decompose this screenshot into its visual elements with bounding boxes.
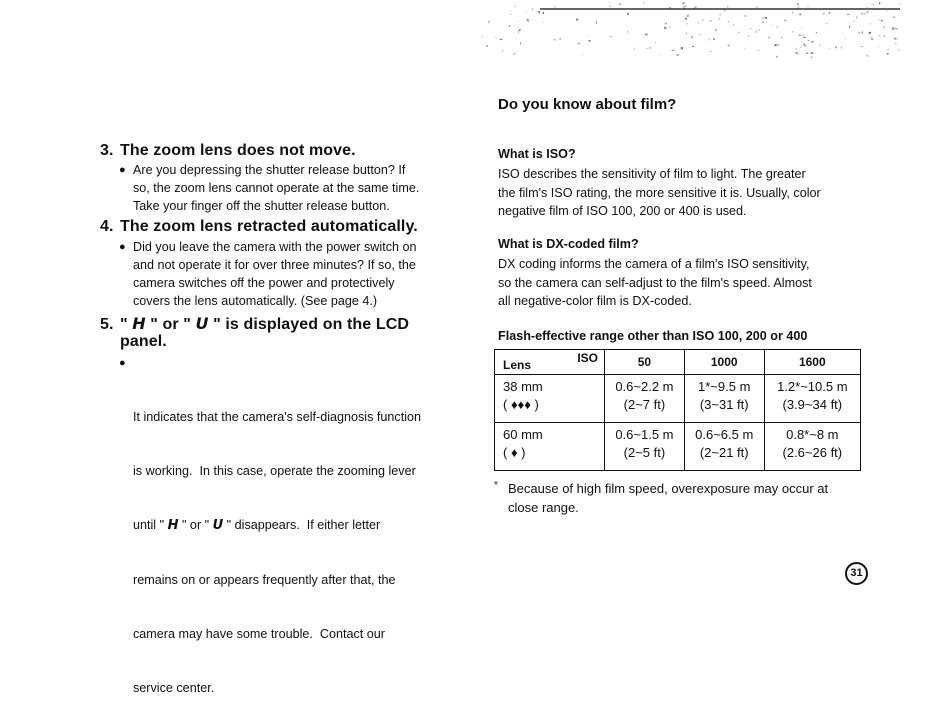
noise-speck [803,44,804,46]
noise-speck [796,52,797,54]
noise-speck [801,28,802,29]
noise-speck [500,39,502,40]
noise-speck [582,54,583,55]
noise-speck [664,27,666,29]
item-5-line: camera may have some trouble. Contact our [133,627,385,641]
noise-speck [532,9,533,10]
footnote-line: Because of high film speed, overexposure may occur at [508,481,829,496]
dx-line: all negative-color film is DX-coded. [498,294,692,308]
noise-speck [883,26,885,28]
item-5-heading [100,314,409,334]
noise-speck [819,44,821,46]
noise-speck [520,42,521,44]
noise-speck [823,13,825,15]
item-4-line: camera switches off the power and protectively [133,276,395,290]
iso-line: ISO describes the sensitivity of film to light. The greater [498,167,806,181]
noise-speck [798,6,799,7]
section-title: Do you know about film? [498,96,677,113]
noise-speck [887,53,889,55]
noise-speck [519,29,521,31]
item-4-number: 4. [100,218,114,235]
table-cell [605,423,685,471]
item-5-title-line2: panel. [120,333,167,350]
noise-speck [685,6,686,7]
column-header: 1600 [764,350,860,375]
noise-speck [748,35,749,36]
table-cell [684,423,764,471]
range-ft: (2~5 ft) [623,445,666,460]
item-4-bullet [120,238,470,310]
table-cell [764,423,860,471]
item-3-line: so, the zoom lens cannot operate at the same time. [133,181,420,195]
noise-speck [527,19,529,21]
noise-speck [893,17,895,18]
table-corner-cell [495,350,605,375]
noise-speck [673,50,675,52]
noise-speck [847,14,849,15]
noise-speck [811,41,812,43]
noise-speck [744,48,745,50]
noise-speck [691,36,693,37]
noise-speck [619,4,621,6]
dx-heading: What is DX-coded film? [498,237,639,251]
noise-speck [762,17,764,19]
noise-speck [759,30,760,31]
noise-speck [871,4,873,5]
noise-speck [829,48,831,49]
dx-paragraph [498,255,868,311]
scan-rule [540,8,900,10]
noise-speck [733,24,735,25]
noise-speck [692,46,694,47]
noise-speck [715,29,716,31]
noise-speck [803,37,805,38]
noise-speck [829,12,831,14]
noise-speck [609,6,610,8]
noise-speck [881,20,883,22]
range-ft: (3.9~34 ft) [782,397,843,412]
scan-noise [470,0,900,62]
noise-speck [700,34,701,35]
noise-speck [578,43,580,45]
zoom-wide-icon: ( ♦ ) [503,445,526,460]
noise-speck [719,14,721,16]
noise-speck [719,18,720,19]
noise-speck [879,35,881,37]
noise-speck [543,12,544,14]
item-4-line: Did you leave the camera with the power switch on [133,240,417,254]
item-5-line: It indicates that the camera's self-diagnosis function [133,410,422,424]
iso-heading: What is ISO? [498,147,576,161]
noise-speck [887,11,888,12]
noise-speck [724,10,725,11]
noise-speck [835,47,837,49]
until-text: until " [133,518,168,532]
noise-speck [702,19,704,21]
noise-speck [518,21,519,22]
item-3-heading [100,142,356,160]
noise-speck [502,50,503,51]
range-m: 0.8*~8 m [786,427,839,442]
lens-label: 38 mm [503,379,543,394]
iso-paragraph [498,165,868,221]
lcd-u-glyph: U [212,518,224,533]
noise-speck [495,37,496,38]
noise-speck [486,46,488,47]
item-3-number: 3. [100,142,114,159]
page-number: 31 [845,562,868,585]
range-m: 1.2*~10.5 m [777,379,848,394]
range-ft: (2~21 ft) [699,445,749,460]
noise-speck [795,48,797,50]
column-header: 50 [605,350,685,375]
item-3-line: Take your finger off the shutter release button. [133,199,390,213]
noise-speck [781,37,782,38]
noise-speck [776,56,777,58]
noise-speck [687,15,689,17]
noise-speck [845,38,846,39]
noise-speck [610,36,612,37]
flash-range-table [494,349,861,471]
noise-speck [744,15,746,17]
noise-speck [879,2,880,4]
noise-speck [895,43,897,44]
noise-speck [525,11,526,12]
lens-cell [495,375,605,423]
noise-speck [683,3,685,5]
noise-speck [691,37,693,39]
item-5-title-part: " or " [145,316,196,333]
noise-speck [643,2,644,3]
noise-speck [762,22,764,23]
range-m: 0.6~2.2 m [615,379,674,394]
noise-speck [765,17,767,19]
item-4-heading [100,218,418,236]
noise-speck [805,45,806,47]
noise-speck [708,39,709,40]
noise-speck [877,46,878,47]
corner-iso-label: ISO [577,351,598,365]
noise-speck [634,48,635,50]
noise-speck [869,32,871,34]
noise-speck [801,46,802,48]
noise-speck [898,49,900,51]
lcd-u-glyph: U [195,314,209,333]
noise-speck [894,38,896,40]
table-heading: Flash-effective range other than ISO 100, 200 or 400 [498,329,808,343]
noise-speck [589,40,591,42]
noise-speck [793,12,794,14]
item-5-line: remains on or appears frequently after that, the [133,573,396,587]
noise-speck [884,36,885,38]
lcd-h-glyph: H [167,518,179,533]
noise-speck [713,38,715,40]
noise-speck [772,25,773,27]
noise-speck [792,31,794,32]
noise-speck [728,44,730,46]
item-4-title: The zoom lens retracted automatically. [120,218,418,235]
corner-lens-label: Lens [503,358,532,372]
noise-speck [554,39,556,40]
noise-speck [870,23,871,25]
item-5-line: is working. In this case, operate the zooming lever [133,464,416,478]
noise-speck [686,23,688,24]
noise-speck [627,31,628,33]
dx-line: DX coding informs the camera of a film's ISO sensitivity, [498,257,810,271]
noise-speck [892,27,894,29]
noise-speck [826,23,828,24]
noise-speck [777,27,778,28]
noise-speck [861,13,863,14]
noise-speck [866,55,868,57]
noise-speck [513,53,515,55]
noise-speck [560,38,561,40]
noise-speck [802,35,803,37]
noise-speck [488,21,490,23]
noise-speck [806,53,808,54]
noise-speck [645,33,647,35]
noise-speck [515,6,516,7]
noise-speck [539,11,541,13]
footnote-marker: * [494,480,498,491]
noise-speck [784,20,786,22]
noise-speck [710,20,712,21]
noise-speck [808,40,810,41]
item-5-line: service center. [133,681,215,695]
noise-speck [543,22,544,23]
noise-speck [811,52,813,54]
noise-speck [677,54,679,56]
noise-speck [672,50,674,51]
lens-label: 60 mm [503,427,543,442]
dx-line: so the camera can self-adjust to the film's speed. Almost [498,275,812,290]
noise-speck [774,44,776,46]
table-row [495,375,861,423]
table-cell [605,375,685,423]
noise-speck [681,47,683,49]
noise-speck [750,28,752,29]
table-row [495,423,861,471]
noise-speck [799,14,801,16]
item-5-bullet [120,354,470,715]
item-3-line: Are you depressing the shutter release button? If [133,163,406,177]
lcd-h-glyph: H [132,314,146,333]
footnote [494,479,864,517]
item-3-bullet [120,161,470,215]
noise-speck [862,32,863,34]
item-4-line: and not operate it for over three minutes? If so, the [133,258,416,272]
noise-speck [895,28,897,29]
noise-speck [896,38,898,39]
footnote-line: close range. [508,500,579,515]
noise-speck [710,51,711,52]
range-m: 0.6~1.5 m [615,427,674,442]
table-cell [764,375,860,423]
range-ft: (3~31 ft) [699,397,749,412]
item-5-number: 5. [100,316,114,333]
zoom-tele-icon: ( ♦♦♦ ) [503,397,539,412]
noise-speck [853,21,854,22]
iso-line: negative film of ISO 100, 200 or 400 is used. [498,204,747,218]
noise-speck [627,13,629,15]
bullet-icon: ● [119,357,126,369]
until-text: " disappears. If either letter [223,518,381,532]
item-3-title: The zoom lens does not move. [120,142,356,159]
noise-speck [588,36,589,37]
noise-speck [867,11,869,13]
noise-speck [841,46,842,48]
range-m: 1*~9.5 m [698,379,751,394]
range-ft: (2~7 ft) [623,397,666,412]
noise-speck [778,45,780,46]
noise-speck [811,57,813,59]
until-text: " or " [178,518,213,532]
noise-speck [871,39,873,40]
noise-speck [859,33,861,34]
item-5-until-line [120,516,470,535]
noise-speck [797,3,799,4]
noise-speck [669,26,670,28]
noise-speck [816,32,817,34]
noise-speck [769,37,770,39]
noise-speck [738,32,740,33]
table-header-row [495,350,861,375]
range-m: 0.6~6.5 m [695,427,754,442]
noise-speck [510,14,512,15]
noise-speck [509,25,511,27]
noise-speck [576,19,578,21]
range-ft: (2.6~26 ft) [782,445,843,460]
noise-speck [482,36,483,37]
noise-speck [865,13,866,15]
item-4-line: covers the lens automatically. (See page 4.) [133,294,378,308]
noise-speck [728,21,729,23]
noise-speck [698,22,699,24]
item-5-title-part: " [120,316,133,333]
noise-speck [887,49,889,50]
noise-speck [873,16,874,17]
noise-speck [879,19,881,21]
noise-speck [665,23,667,25]
noise-speck [861,46,863,47]
column-header: 1000 [684,350,764,375]
item-5-title-part: " is displayed on the LCD [208,316,410,333]
bullet-icon: ● [119,164,126,176]
noise-speck [799,34,801,36]
iso-line: the film's ISO rating, the more sensitive it is. Usually, color [498,185,821,200]
noise-speck [849,26,850,28]
noise-speck [686,33,687,35]
noise-speck [756,31,758,33]
noise-speck [647,48,648,49]
noise-speck [757,50,759,51]
lens-cell [495,423,605,471]
bullet-icon: ● [119,241,126,253]
noise-speck [518,31,519,33]
noise-speck [685,18,687,20]
noise-speck [650,47,652,48]
noise-speck [655,42,656,43]
noise-speck [899,3,900,5]
noise-speck [856,17,857,19]
noise-speck [596,21,597,23]
noise-speck [659,54,661,55]
table-cell [684,375,764,423]
